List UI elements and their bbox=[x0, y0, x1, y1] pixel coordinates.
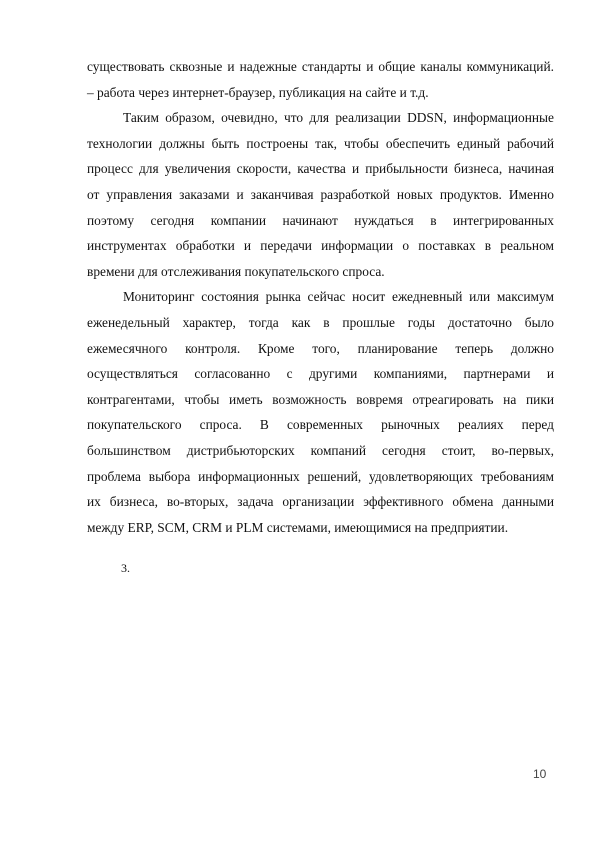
paragraph-2 bbox=[87, 105, 554, 284]
paragraph-line: проблема выбора информационных решений, удовлетворяющих требованиям bbox=[87, 468, 554, 484]
paragraph-line: покупательского спроса. В современных рыночных реалиях перед bbox=[87, 417, 554, 433]
paragraph-line: их бизнеса, во-вторых, задача организации эффективного обмена данными bbox=[87, 494, 554, 510]
paragraph-line: между ERP, SCM, CRM и PLM системами, имеющимися на предприятии. bbox=[87, 519, 509, 535]
paragraph-line: времени для отслеживания покупательского спроса. bbox=[87, 263, 385, 279]
paragraph-line: от управления заказами и заканчивая разработкой новых продуктов. Именно bbox=[87, 186, 554, 202]
paragraph-line: поэтому сегодня компании начинают нуждаться в интегрированных bbox=[87, 212, 554, 228]
paragraph-line: еженедельный характер, тогда как в прошлые годы достаточно было bbox=[87, 314, 554, 330]
paragraph-line: Таким образом, очевидно, что для реализации DDSN, информационные bbox=[123, 110, 554, 126]
list-marker: 3. bbox=[121, 561, 130, 575]
paragraph-line: инструментах обработки и передачи информации о поставках в реальном bbox=[87, 238, 554, 254]
paragraph-line: ежемесячного контроля. Кроме того, планирование теперь должно bbox=[87, 340, 554, 356]
paragraph-line: осуществляться согласованно с другими компаниями, партнерами и bbox=[87, 366, 554, 382]
paragraph-line: технологии должны быть построены так, чтобы обеспечить единый рабочий bbox=[87, 135, 554, 151]
paragraph-1 bbox=[87, 54, 554, 105]
paragraph-3 bbox=[87, 284, 554, 540]
paragraph-line: существовать сквозные и надежные стандарты и общие каналы коммуникаций. bbox=[87, 59, 554, 74]
body-text bbox=[87, 54, 554, 540]
paragraph-line: большинством дистрибьюторских компаний сегодня стоит, во-первых, bbox=[87, 442, 554, 458]
page-number: 10 bbox=[533, 767, 547, 781]
paragraph-line: – работа через интернет-браузер, публикация на сайте и т.д. bbox=[87, 84, 429, 100]
paragraph-line: контрагентами, чтобы иметь возможность вовремя отреагировать на пики bbox=[87, 391, 554, 407]
paragraph-line: Мониторинг состояния рынка сейчас носит ежедневный или максимум bbox=[123, 289, 554, 305]
paragraph-line: процесс для увеличения скорости, качества и прибыльности бизнеса, начиная bbox=[87, 161, 554, 177]
